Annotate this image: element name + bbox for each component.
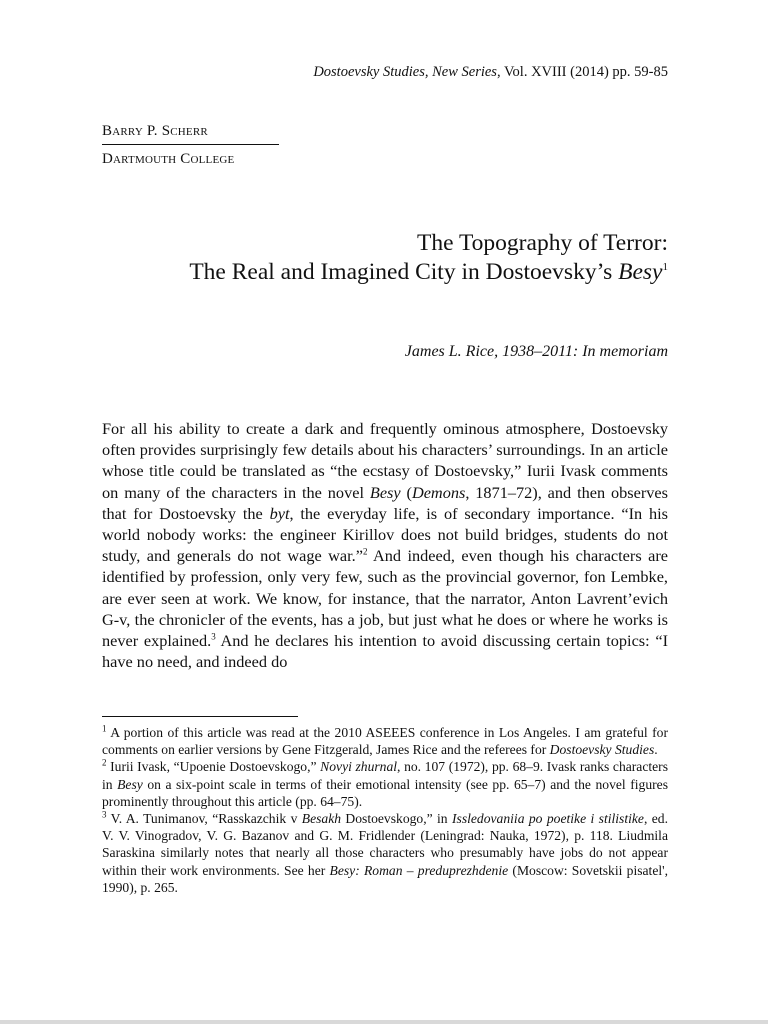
footnote-ref-2: 2 (362, 546, 368, 557)
footnote-2-text-c: on a six-point scale in terms of their emotional intensity (see pp. 65–7) and the novel figures prominently throughout this article (pp. 64–75). (102, 776, 668, 809)
footnote-ref-3: 3 (211, 631, 216, 642)
title-line-1: The Topography of Terror: (416, 230, 668, 256)
footnotes (102, 724, 668, 896)
title-line-2 (189, 258, 668, 287)
footnote-2-italic-2: Besy (117, 776, 143, 792)
title-italic-besy: Besy (618, 259, 663, 285)
body-text-6: And he declares his intention to avoid discussing certain topics: “I have no need, and indeed do (102, 631, 668, 672)
footnote-2 (102, 758, 668, 810)
footnote-divider (102, 716, 298, 717)
footnote-3-text-b: Dostoevskogo,” in (341, 811, 452, 827)
author-block (102, 120, 279, 170)
footnote-3-text-c: , ed. V. V. Vinogradov, V. G. Bazanov and G. M. Fridlender (Leningrad: Nauka, 1972), p. 118. Liudmila Saraskina similarly notes that nearly all those characters who presumably have jobs do not appear within their work environments. See her (102, 811, 669, 878)
body-text-4: , the everyday life, is of secondary importance. “In his world nobody works: the engineer Kirillov does not build bridges, students do not study, and generals do not wage war.” (102, 503, 669, 566)
footnote-2-italic-1: Novyi zhurnal (320, 759, 398, 775)
footnote-2-text-a: Iurii Ivask, “Upoenie Dostoevskogo,” (106, 759, 321, 775)
author-affiliation: Dartmouth College (102, 151, 235, 167)
footnote-2-text-b: , no. 107 (1972), pp. 68–9. Ivask ranks characters in (102, 759, 668, 792)
footnote-3-text-d: (Moscow: Sovetskii pisatel', 1990), p. 265. (102, 862, 668, 895)
footnote-1-italic: Dostoevsky Studies (549, 742, 655, 758)
footnote-3 (102, 810, 668, 896)
body-text-2: ( (400, 482, 412, 502)
body-text-5: And indeed, even though his characters are identified by profession, only very few, such as the provincial governor, fon Lembke, are ever seen at work. We know, for instance, that the narrator, Anton Lavrent’evich G-v, the chronicler of the events, has a job, but just what he does or where he works is never explained. (102, 546, 668, 651)
footnote-3-number: 3 (102, 809, 107, 820)
footnote-3-italic-2: Issledovaniia po poetike i stilistike (452, 811, 644, 827)
footnote-1-text-b: . (654, 742, 658, 758)
body-italic-besy: Besy (369, 482, 401, 502)
footnote-1-number: 1 (102, 723, 107, 734)
viewer-bottom-bar (0, 1020, 768, 1024)
footnote-1-text-a: A portion of this article was read at the 2010 ASEEES conference in Los Angeles. I am grateful for comments on earlier versions by Gene Fitzgerald, James Rice and the referees for (102, 725, 668, 758)
journal-volume-pages: , Vol. XVIII (2014) pp. 59-85 (496, 64, 668, 80)
body-italic-byt: byt (269, 503, 290, 523)
footnote-3-italic-1: Besakh (301, 811, 342, 827)
footnote-2-number: 2 (102, 757, 107, 768)
title-line-2-text: The Real and Imagined City in Dostoevsky’s (189, 259, 619, 285)
footnote-1 (102, 724, 668, 758)
article-title (189, 229, 668, 287)
author-name: Barry P. Scherr (102, 120, 279, 145)
footnote-3-italic-3: Besy: Roman – preduprezhdenie (329, 862, 509, 878)
body-paragraph (102, 418, 668, 672)
dedication: James L. Rice, 1938–2011: In memoriam (404, 343, 668, 360)
footnote-ref-1: 1 (662, 261, 668, 274)
body-text-3: , 1871–72), and then observes that for Dostoevsky the (102, 482, 668, 523)
body-italic-demons: Demons (411, 482, 466, 502)
body-text-1: For all his ability to create a dark and frequently ominous atmosphere, Dostoevsky often provides surprisingly few details about his characters’ surroundings. In an article whose title could be translated as “the ecstasy of Dostoevsky,” Iurii Ivask comments on many of the characters in the novel (102, 419, 668, 502)
journal-citation (313, 64, 668, 81)
journal-title: Dostoevsky Studies, New Series (313, 64, 497, 80)
footnote-3-text-a: V. A. Tunimanov, “Rasskazchik v (106, 811, 302, 827)
